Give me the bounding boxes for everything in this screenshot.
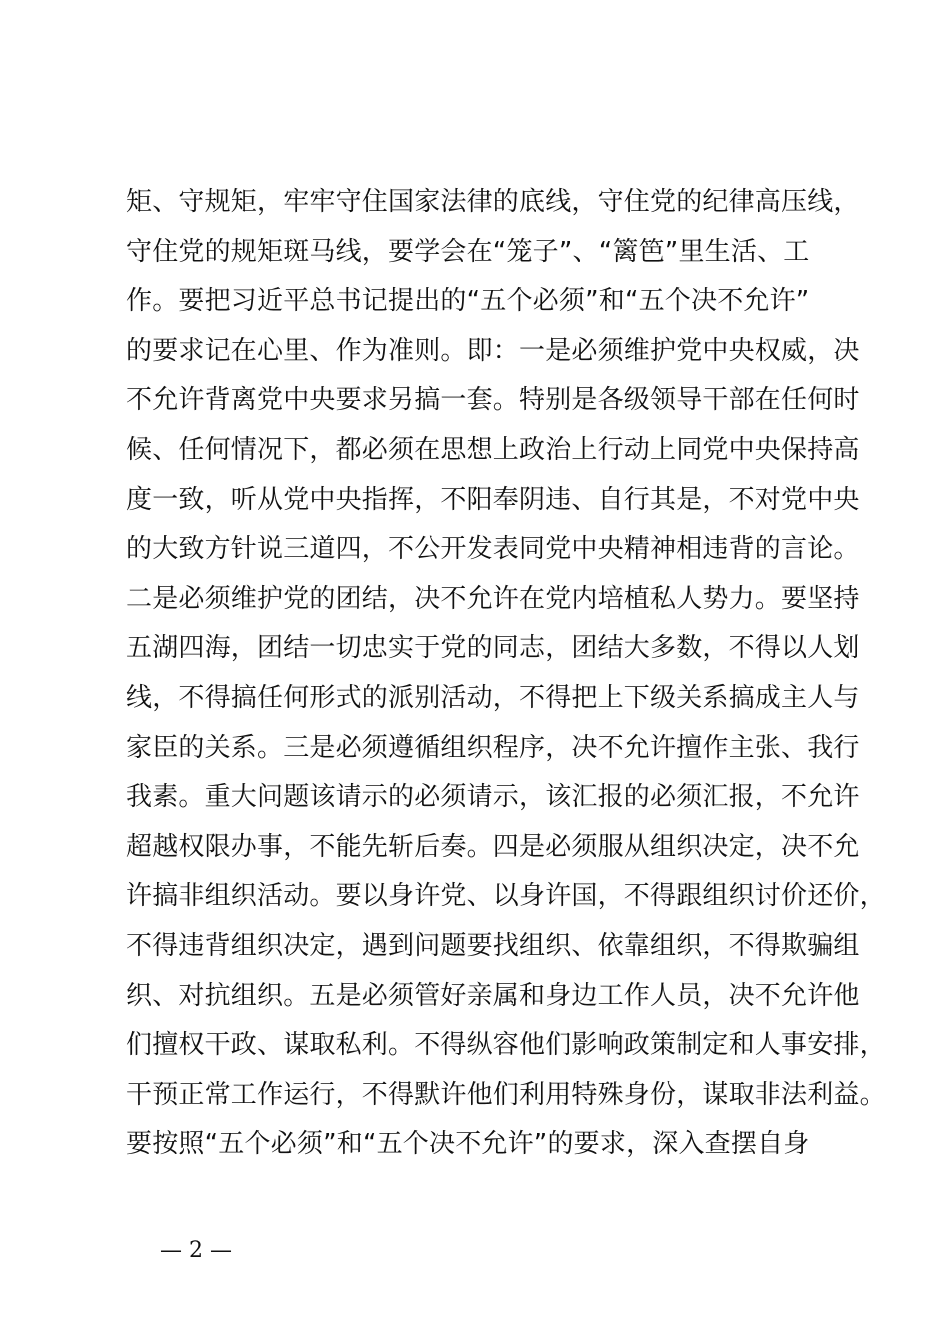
text-line: 守住党的规矩斑马线，要学会在“笼子”、“篱笆”里生活、工 xyxy=(126,236,810,267)
text-line: 要按照“五个必须”和“五个决不允许”的要求，深入查摆自身 xyxy=(126,1129,810,1160)
body-text xyxy=(126,178,886,1170)
text-line: 们擅权干政、谋取私利。不得纵容他们影响政策制定和人事安排， xyxy=(126,1030,886,1061)
text-line: 我素。重大问题该请示的必须请示，该汇报的必须汇报，不允许 xyxy=(126,782,860,813)
text-line: 度一致，听从党中央指挥，不阳奉阴违、自行其是，不对党中央 xyxy=(126,484,860,515)
text-line: 许搞非组织活动。要以身许党、以身许国，不得跟组织讨价还价， xyxy=(126,881,886,912)
text-line: 二是必须维护党的团结，决不允许在党内培植私人势力。要坚持 xyxy=(126,583,860,614)
text-line: 超越权限办事，不能先斩后奏。四是必须服从组织决定，决不允 xyxy=(126,831,860,862)
text-line: 不得违背组织决定，遇到问题要找组织、依靠组织，不得欺骗组 xyxy=(126,930,860,961)
text-line: 五湖四海，团结一切忠实于党的同志，团结大多数，不得以人划 xyxy=(126,633,860,664)
text-line: 的要求记在心里、作为准则。即：一是必须维护党中央权威，决 xyxy=(126,335,860,366)
text-line: 不允许背离党中央要求另搞一套。特别是各级领导干部在任何时 xyxy=(126,385,860,416)
page-number: — 2 — xyxy=(160,1238,232,1263)
text-line: 家臣的关系。三是必须遵循组织程序，决不允许擅作主张、我行 xyxy=(126,732,860,763)
text-line: 矩、守规矩，牢牢守住国家法律的底线，守住党的纪律高压线， xyxy=(126,187,860,217)
text-line: 织、对抗组织。五是必须管好亲属和身边工作人员，决不允许他 xyxy=(126,980,860,1011)
text-line: 候、任何情况下，都必须在思想上政治上行动上同党中央保持高 xyxy=(126,434,860,465)
text-line: 干预正常工作运行，不得默许他们利用特殊身份，谋取非法利益。 xyxy=(126,1079,886,1110)
text-line: 作。要把习近平总书记提出的“五个必须”和“五个决不允许” xyxy=(126,286,810,317)
text-line: 的大致方针说三道四，不公开发表同党中央精神相违背的言论。 xyxy=(126,534,860,565)
text-line: 线，不得搞任何形式的派别活动，不得把上下级关系搞成主人与 xyxy=(126,682,860,713)
